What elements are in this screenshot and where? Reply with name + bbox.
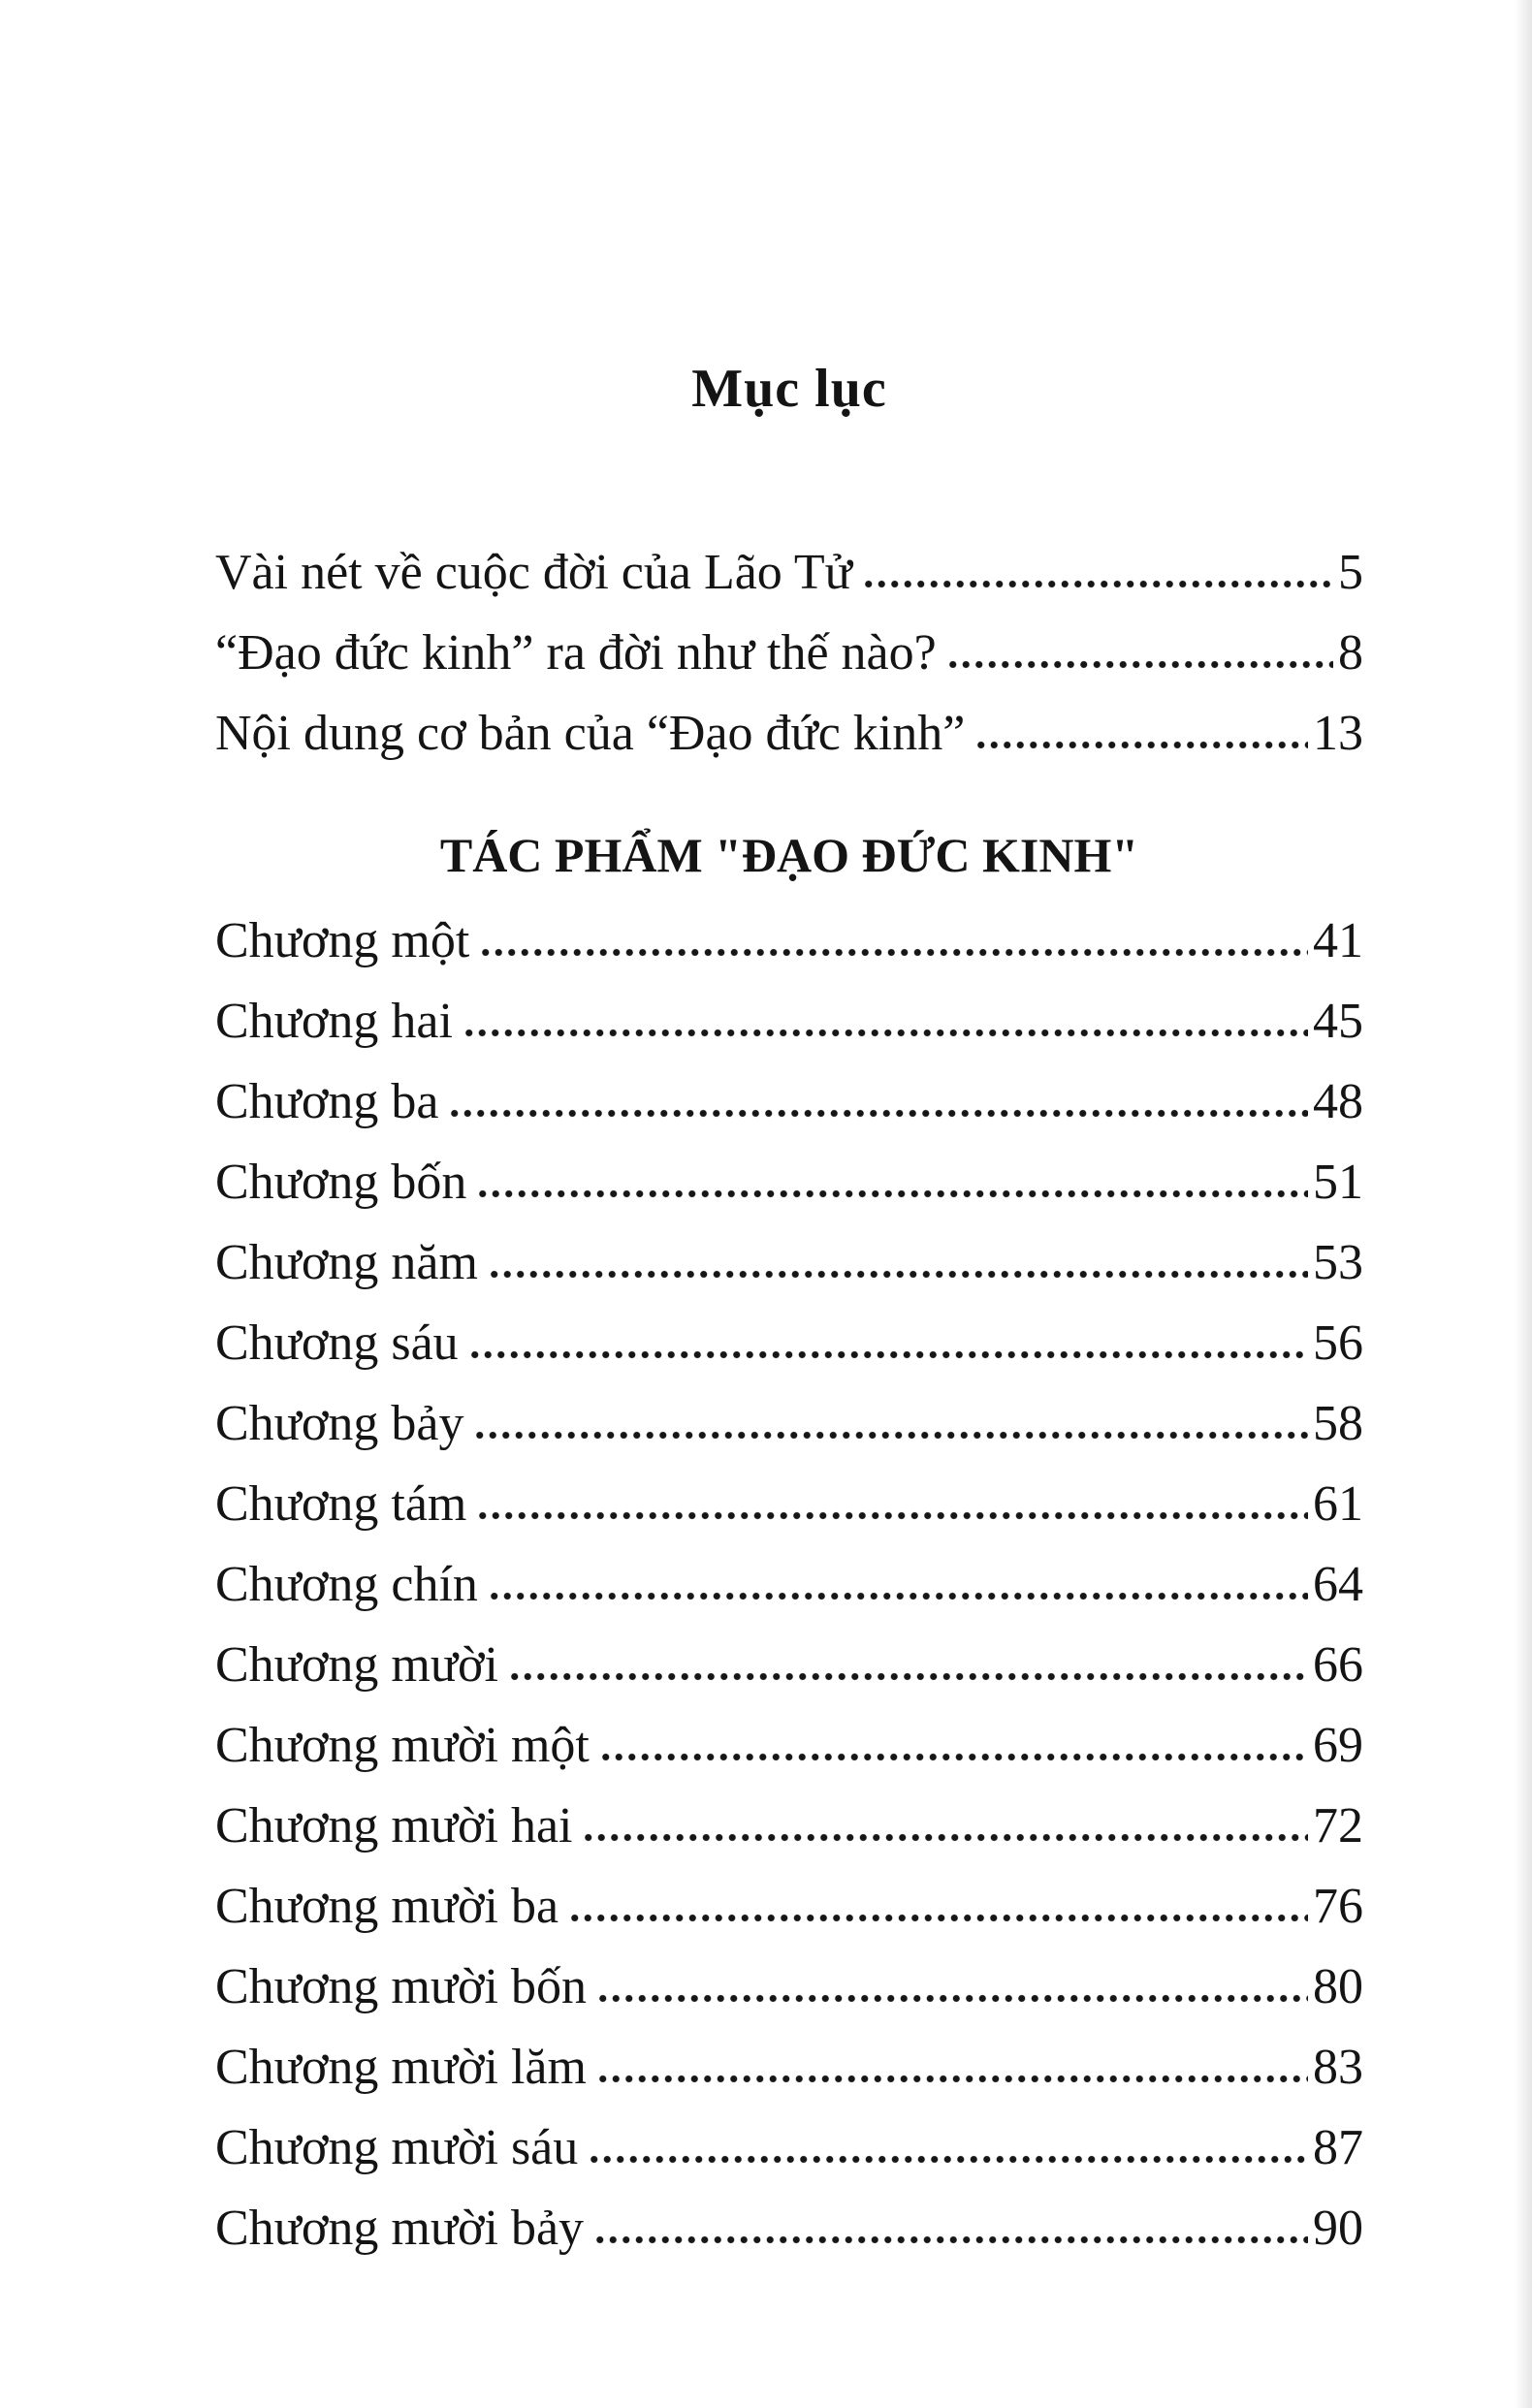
toc-entry bbox=[215, 1383, 1363, 1464]
toc-entry-label: Chương mười hai bbox=[215, 1798, 573, 1854]
toc-entry-page-number: 41 bbox=[1313, 913, 1363, 968]
toc-entry bbox=[215, 1061, 1363, 1142]
toc-entry-page-number: 45 bbox=[1313, 994, 1363, 1049]
toc-entry bbox=[215, 1705, 1363, 1786]
toc-entry-label: Chương hai bbox=[215, 994, 453, 1049]
toc-entry-label: Chương mười bốn bbox=[215, 1959, 587, 2014]
toc-entry-page-number: 64 bbox=[1313, 1557, 1363, 1612]
toc-entry-page-number: 83 bbox=[1313, 2040, 1363, 2095]
toc-entry-page-number: 87 bbox=[1313, 2120, 1363, 2175]
toc-entry bbox=[215, 532, 1363, 613]
toc-entry-label: Chương mười sáu bbox=[215, 2120, 579, 2175]
toc-entry bbox=[215, 2027, 1363, 2107]
toc-entry bbox=[215, 1786, 1363, 1866]
dot-leader bbox=[862, 580, 1333, 588]
toc-entry-label: Chương mười ba bbox=[215, 1879, 559, 1934]
toc-entry bbox=[215, 1947, 1363, 2027]
toc-entry bbox=[215, 693, 1363, 774]
toc-entry-page-number: 58 bbox=[1313, 1396, 1363, 1451]
toc-entry bbox=[215, 1142, 1363, 1222]
dot-leader bbox=[488, 1270, 1308, 1279]
toc-intro-section bbox=[215, 532, 1363, 774]
toc-entry bbox=[215, 1625, 1363, 1705]
toc-entry-label: Chương bốn bbox=[215, 1155, 467, 1210]
toc-entry-page-number: 90 bbox=[1313, 2201, 1363, 2256]
toc-entry-label: Vài nét về cuộc đời của Lão Tử bbox=[215, 545, 852, 600]
toc-entry-page-number: 69 bbox=[1313, 1718, 1363, 1773]
toc-entry-page-number: 13 bbox=[1313, 706, 1363, 761]
dot-leader bbox=[593, 2235, 1308, 2244]
toc-entry-label: Chương năm bbox=[215, 1235, 478, 1290]
toc-entry-label: Chương chín bbox=[215, 1557, 478, 1612]
toc-entry-label: Chương ba bbox=[215, 1074, 439, 1129]
toc-entry-page-number: 53 bbox=[1313, 1235, 1363, 1290]
toc-entry-label: Chương mười bbox=[215, 1637, 498, 1693]
toc-entry-page-number: 76 bbox=[1313, 1879, 1363, 1934]
toc-entry-page-number: 51 bbox=[1313, 1155, 1363, 1210]
dot-leader bbox=[588, 2155, 1308, 2164]
page-title: Mục lục bbox=[691, 359, 887, 419]
dot-leader bbox=[448, 1109, 1308, 1118]
dot-leader bbox=[476, 1189, 1308, 1198]
toc-entry bbox=[215, 1222, 1363, 1303]
dot-leader bbox=[473, 1431, 1308, 1440]
toc-entry-label: Chương sáu bbox=[215, 1315, 459, 1371]
section-header: TÁC PHẨM "ĐẠO ĐỨC KINH" bbox=[439, 828, 1139, 882]
dot-leader bbox=[599, 1753, 1308, 1761]
dot-leader bbox=[476, 1511, 1308, 1520]
toc-entry-label: Chương mười bảy bbox=[215, 2201, 585, 2256]
dot-leader bbox=[568, 1914, 1308, 1922]
toc-entry-label: Chương tám bbox=[215, 1476, 467, 1532]
toc-entry bbox=[215, 1464, 1363, 1544]
dot-leader bbox=[974, 741, 1308, 749]
toc-entry-page-number: 66 bbox=[1313, 1637, 1363, 1693]
dot-leader bbox=[479, 948, 1308, 957]
dot-leader bbox=[463, 1029, 1308, 1037]
toc-entry-label: Chương mười một bbox=[215, 1718, 590, 1773]
toc-entry-label: Chương bảy bbox=[215, 1396, 464, 1451]
dot-leader bbox=[508, 1672, 1308, 1681]
dot-leader bbox=[582, 1833, 1308, 1842]
toc-entry-label: Chương mười lăm bbox=[215, 2040, 587, 2095]
toc-entry-label: “Đạo đức kinh” ra đời như thế nào? bbox=[215, 625, 937, 681]
toc-entry-label: Chương một bbox=[215, 913, 470, 968]
toc-entry-page-number: 80 bbox=[1313, 1959, 1363, 2014]
toc-entry-page-number: 8 bbox=[1338, 625, 1363, 681]
toc-entry-page-number: 61 bbox=[1313, 1476, 1363, 1532]
toc-entry-page-number: 72 bbox=[1313, 1798, 1363, 1854]
toc-entry-page-number: 5 bbox=[1338, 545, 1363, 600]
toc-entry bbox=[215, 1544, 1363, 1625]
toc-entry bbox=[215, 901, 1363, 981]
toc-entry-page-number: 48 bbox=[1313, 1074, 1363, 1129]
toc-entry bbox=[215, 2107, 1363, 2188]
dot-leader bbox=[596, 2075, 1308, 2083]
toc-entry bbox=[215, 981, 1363, 1061]
page-edge-shadow bbox=[1515, 0, 1532, 2408]
dot-leader bbox=[468, 1350, 1308, 1359]
dot-leader bbox=[946, 660, 1333, 669]
toc-entry bbox=[215, 1303, 1363, 1383]
dot-leader bbox=[596, 1994, 1308, 2003]
toc-entry bbox=[215, 1866, 1363, 1947]
dot-leader bbox=[488, 1592, 1308, 1600]
toc-chapters-section bbox=[215, 901, 1363, 2268]
toc-entry bbox=[215, 613, 1363, 693]
toc-entry-page-number: 56 bbox=[1313, 1315, 1363, 1371]
toc-entry bbox=[215, 2188, 1363, 2268]
toc-entry-label: Nội dung cơ bản của “Đạo đức kinh” bbox=[215, 706, 966, 761]
